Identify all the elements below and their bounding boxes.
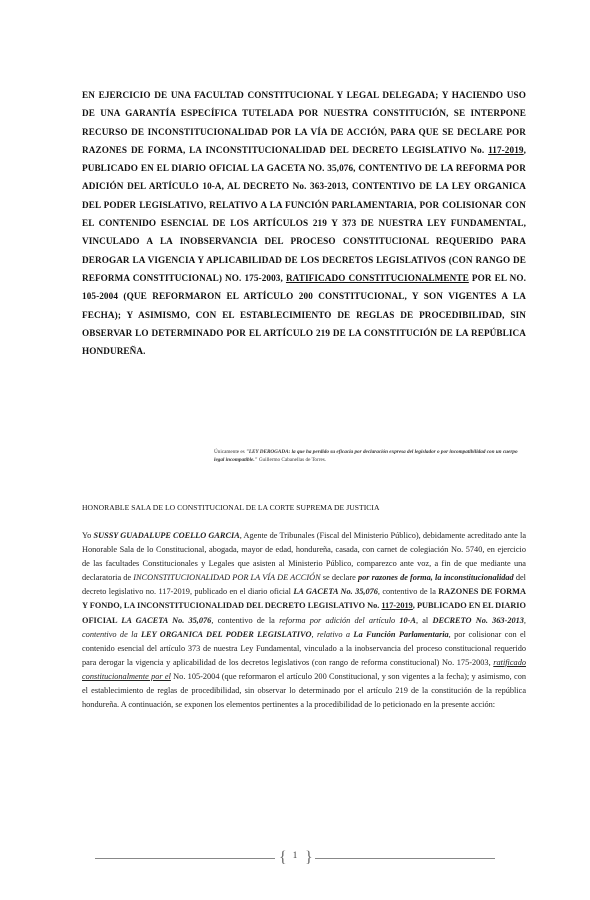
body-text: , al xyxy=(415,615,433,625)
title-text-3: POR EL NO. 105-2004 (QUE REFORMARON EL ARTÍCULO 200 CONSTITUCIONAL, Y SON VIGENTES A LA FECHA); Y ASIMISMO, CON EL ESTABLECIMIENTO DE REGLAS DE PROCEDIBILIDAD, SIN OBSERVAR LO DETERMINADO POR EL ARTÍCULO 219 DE LA CONSTITUCIÓN DE LA REPÚBLICA HONDUREÑA. xyxy=(82,272,527,357)
right-brace-icon: } xyxy=(305,849,313,866)
body-text: del decreto legislativo no. 117-2019, publicado en el diario oficial xyxy=(82,573,526,597)
title-decree-number: 117-2019 xyxy=(488,144,524,155)
quote-prefix: Únicamente es xyxy=(214,449,246,455)
footer-rule-right xyxy=(315,858,495,859)
body-paragraph xyxy=(82,529,526,712)
salutation-heading: HONORABLE SALA DE LO CONSTITUCIONAL DE LA CORTE SUPREMA DE JUSTICIA xyxy=(82,503,380,512)
left-brace-icon: { xyxy=(279,849,287,866)
document-title xyxy=(82,86,526,360)
body-italic: relativo a xyxy=(316,629,351,639)
title-text-1: EN EJERCICIO DE UNA FACULTAD CONSTITUCIONAL Y LEGAL DELEGADA; Y HACIENDO USO DE UNA GARANTÍA ESPECÍFICA TUTELADA POR NUESTRA CONSTITUCIÓN, SE INTERPONE RECURSO DE INCONSTITUCIONALIDAD POR LA VÍA DE ACCIÓN, PARA QUE SE DECLARE POR RAZONES DE FORMA, LA INCONSTITUCIONALIDAD DEL DECRETO LEGISLATIVO No. xyxy=(82,90,526,155)
body-bold: , PUBLICADO EN EL DIARIO OFICIAL xyxy=(82,601,526,625)
quote-definition: "LEY DEROGADA: la que ha perdido su eficacia por declaración expresa del legislador o por incompatibilidad con un cuerpo legal incompatible." xyxy=(214,449,518,463)
epigraph-quote xyxy=(214,449,528,464)
page-number: 1 xyxy=(292,850,298,860)
body-bold-italic: 10-A xyxy=(399,615,416,625)
body-bold-italic: La Función Parlamentaria xyxy=(353,629,449,639)
body-text: , xyxy=(311,629,317,639)
body-text: , por colisionar con el contenido esencial del artículo 373 de nuestra Ley Fundamental, vinculado a la inobservancia del proceso constitucional requerido para derogar la vigencia y aplicabilidad de los decretos legislativos (con rango de reforma constitucional) No. 175-2003, xyxy=(82,629,526,667)
body-bold: RAZONES DE FORMA Y FONDO, LA INCONSTITUCIONALIDAD DEL DECRETO LEGISLATIVO No. xyxy=(82,587,526,611)
body-text: , Agente de Tribunales (Fiscal del Ministerio Público), debidamente acreditado ante la Honorable Sala de lo Constitucional, abogada, mayor de edad, hondureña, casada, con carnet de colegiación No. 5740, en ejercicio de las facultades Constitucionales y Legales que asisten al Ministerio Público, comparezco ante voz, a fin de que mediante una declaratoria de xyxy=(82,531,526,583)
body-bold-italic: LA GACETA No. 35,076 xyxy=(121,615,212,625)
body-text: se declare xyxy=(320,573,358,583)
body-bold-italic: DECRETO No. 363-2013 xyxy=(432,615,524,625)
body-italic: reforma por adición del artículo xyxy=(279,615,396,625)
body-text: , contentivo de la xyxy=(211,615,280,625)
page-footer xyxy=(95,848,495,870)
body-decree-number: 117-2019 xyxy=(381,601,413,611)
body-italic-underline: ratificado constitucionalmente por el xyxy=(82,657,526,681)
title-ratified: RATIFICADO CONSTITUCIONALMENTE xyxy=(285,272,469,283)
petitioner-name: SUSSY GUADALUPE COELLO GARCIA xyxy=(93,531,240,540)
body-text: , contentivo de la xyxy=(377,587,439,597)
body-italic: , contentivo de la xyxy=(82,615,526,639)
body-text: No. 105-2004 (que reformaron el artículo 200 Constitucional, y son vigentes a la fecha); y asimismo, con el establecimiento de reglas de procedibilidad, sin observar lo determinado por el artículo 219 de la constitución de la república hondureña. A continuación, se exponen los elementos pertinentes a la procedibilidad de lo peticionado en la presente acción: xyxy=(82,671,527,710)
body-text: Yo xyxy=(82,531,94,540)
title-text-2: , PUBLICADO EN EL DIARIO OFICIAL LA GACETA NO. 35,076, CONTENTIVO DE LA REFORMA POR ADICIÓN DEL ARTÍCULO 10-A, AL DECRETO No. 363-2013, CONTENTIVO DE LA LEY ORGANICA DEL PODER LEGISLATIVO, RELATIVO A LA FUNCIÓN PARLAMENTARIA, POR COLISIONAR CON EL CONTENIDO ESENCIAL DE LOS ARTÍCULOS 219 Y 373 DE NUESTRA LEY FUNDAMENTAL, VINCULADO A LA INOBSERVANCIA DEL PROCESO CONSTITUCIONAL REQUERIDO PARA DEROGAR LA VIGENCIA Y APLICABILIDAD DE LOS DECRETOS LEGISLATIVOS (CON RANGO DE REFORMA CONSTITUCIONAL) NO. 175-2003, xyxy=(82,144,526,283)
footer-rule-left xyxy=(95,858,275,859)
quote-author: Guillermo Cabanellas de Torres. xyxy=(257,456,327,463)
body-bold-italic: por razones de forma, la inconstitucionalidad xyxy=(357,573,514,583)
body-bold-italic: LA GACETA No. 35,076 xyxy=(293,587,378,597)
body-italic: INCONSTITUCIONALIDAD POR LA VÍA DE ACCIÓN xyxy=(133,573,321,583)
body-bold-italic: LEY ORGANICA DEL PODER LEGISLATIVO xyxy=(140,629,312,639)
